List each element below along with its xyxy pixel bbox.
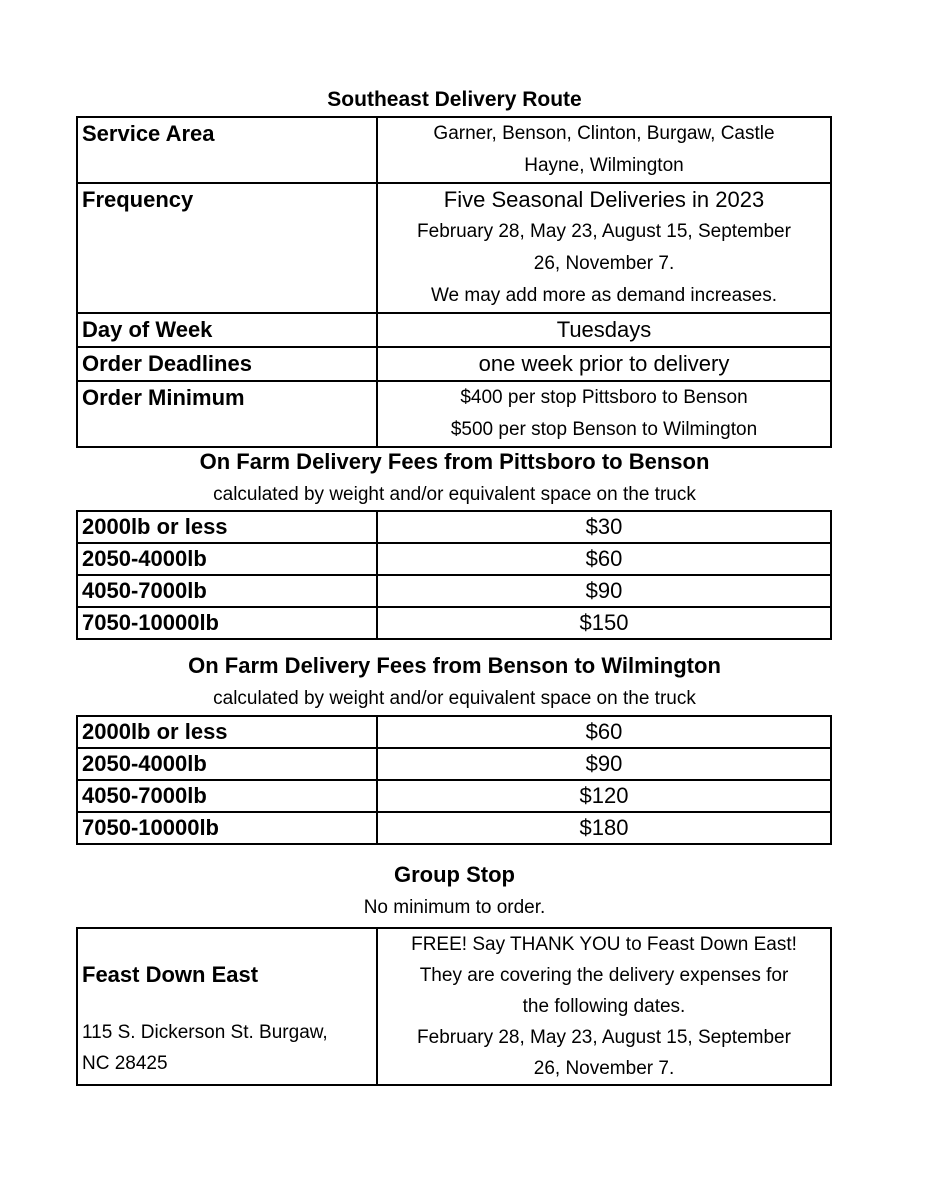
fee-row [77,716,831,748]
group-stop-name: Feast Down East [82,962,259,987]
fees-pittsboro-benson-subtitle: calculated by weight and/or equivalent space on the truck [213,484,696,505]
frequency-line: We may add more as demand increases. [430,285,778,306]
day-of-week-value [377,313,831,347]
fee-row [77,575,831,607]
group-stop-detail-line: They are covering the delivery expenses for [419,965,789,986]
group-stop-row [77,928,831,1085]
service-area-line: Hayne, Wilmington [524,155,684,176]
service-area-label: Service Area [77,117,377,183]
fee-weight: 4050-7000lb [77,780,377,812]
day-of-week-label: Day of Week [77,313,377,347]
fee-weight: 2050-4000lb [77,748,377,780]
order-deadlines-row [77,347,831,381]
fees-benson-wilmington-table [76,715,832,845]
frequency-line: February 28, May 23, August 15, September [417,221,791,242]
page-title: Southeast Delivery Route [327,88,582,111]
service-area-value [377,117,831,183]
frequency-line: 26, November 7. [533,253,675,274]
fee-amount: $90 [377,575,831,607]
group-stop-detail-line: the following dates. [522,996,686,1017]
fee-amount: $150 [377,607,831,639]
day-of-week-text: Tuesdays [556,317,652,342]
group-stop-details [377,928,831,1085]
fee-amount: $120 [377,780,831,812]
fee-amount: $60 [377,543,831,575]
group-stop-location [77,928,377,1085]
fee-weight: 7050-10000lb [77,812,377,844]
fee-row [77,511,831,543]
group-stop-table [76,927,832,1086]
fee-row [77,780,831,812]
order-deadlines-label: Order Deadlines [77,347,377,381]
group-stop-detail-line: FREE! Say THANK YOU to Feast Down East! [411,934,797,955]
fee-amount: $90 [377,748,831,780]
fees-pittsboro-benson-title: On Farm Delivery Fees from Pittsboro to Benson [199,449,710,474]
fees-benson-wilmington-title: On Farm Delivery Fees from Benson to Wilmington [188,653,721,678]
fee-amount: $60 [377,716,831,748]
fee-weight: 4050-7000lb [77,575,377,607]
fee-amount: $30 [377,511,831,543]
fee-row [77,812,831,844]
group-stop-detail-line: 26, November 7. [533,1058,675,1079]
frequency-row [77,183,831,313]
order-deadlines-value [377,347,831,381]
group-stop-title: Group Stop [394,862,515,887]
route-info-table [76,116,832,448]
group-stop-subtitle: No minimum to order. [363,897,546,918]
frequency-value [377,183,831,313]
fees-pittsboro-benson-table [76,510,832,640]
fee-weight: 2000lb or less [77,511,377,543]
fees-benson-wilmington-subtitle: calculated by weight and/or equivalent space on the truck [213,688,696,709]
order-minimum-label: Order Minimum [77,381,377,447]
fee-weight: 2050-4000lb [77,543,377,575]
fee-weight: 2000lb or less [77,716,377,748]
service-area-line: Garner, Benson, Clinton, Burgaw, Castle [433,123,775,144]
frequency-label: Frequency [77,183,377,313]
frequency-headline: Five Seasonal Deliveries in 2023 [443,187,765,212]
group-stop-address-line: NC 28425 [82,1053,168,1074]
group-stop-detail-line: February 28, May 23, August 15, September [417,1027,791,1048]
order-deadlines-text: one week prior to delivery [478,351,730,376]
order-minimum-value [377,381,831,447]
fee-amount: $180 [377,812,831,844]
order-minimum-line: $400 per stop Pittsboro to Benson [460,387,748,408]
order-minimum-row [77,381,831,447]
fee-row [77,748,831,780]
group-stop-address-line: 115 S. Dickerson St. Burgaw, [82,1022,328,1043]
fee-weight: 7050-10000lb [77,607,377,639]
day-of-week-row [77,313,831,347]
order-minimum-line: $500 per stop Benson to Wilmington [450,419,758,440]
fee-row [77,607,831,639]
fee-row [77,543,831,575]
service-area-row [77,117,831,183]
